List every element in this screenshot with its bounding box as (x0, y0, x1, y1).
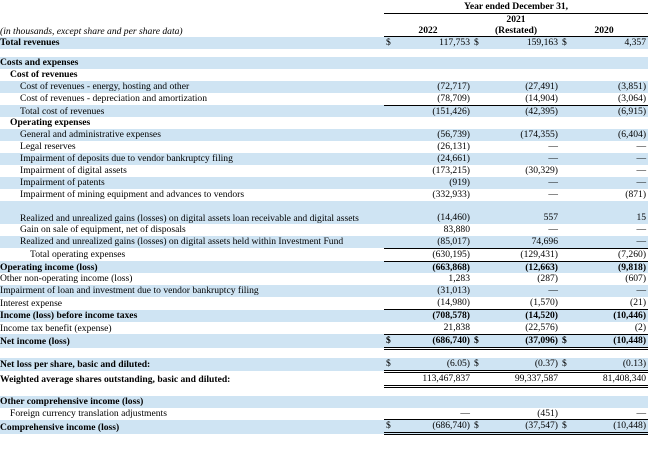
value-2020: — (570, 177, 648, 189)
value-2021: — (482, 177, 560, 189)
value-2020: — (570, 408, 648, 420)
value-2020: (9,818) (570, 261, 648, 273)
value-2021: 557 (482, 201, 560, 224)
currency-spacer (560, 81, 570, 93)
currency-spacer (472, 153, 482, 165)
value-2022 (394, 117, 472, 129)
currency-symbol: $ (560, 358, 570, 371)
row-label: Cost of revenues - energy, hosting and other (0, 81, 384, 93)
currency-symbol: $ (472, 420, 482, 434)
value-2021: (451) (482, 408, 560, 420)
row-label: Interest expense (0, 297, 63, 309)
value-2020: (21) (570, 297, 648, 309)
value-2021 (482, 117, 560, 129)
currency-spacer (560, 297, 570, 309)
value-2022: 117,753 (394, 37, 472, 49)
currency-spacer (560, 273, 570, 285)
row-operating-income-loss (0, 261, 648, 273)
currency-spacer (384, 165, 394, 177)
row-cost-of-revenues-energy-hosting-and-other (0, 81, 648, 93)
row-income-tax-benefit-expense (0, 322, 648, 334)
value-2022: (78,709) (394, 93, 472, 105)
value-2022: (6.05) (394, 358, 472, 371)
row-label: Cost of revenues (10, 68, 78, 80)
currency-spacer (560, 285, 570, 297)
value-2022: 1,283 (448, 273, 470, 285)
row-total-revenues (0, 37, 648, 49)
row-general-and-administrative-expenses (0, 129, 648, 141)
value-2022: 113,467,837 (394, 371, 472, 386)
currency-spacer (560, 236, 570, 248)
value-2020 (570, 117, 648, 129)
row-label: Impairment of loan and investment due to vendor bankruptcy filing (0, 285, 384, 297)
value-2021: (14,904) (482, 93, 560, 105)
header-columns-row (0, 25, 648, 37)
currency-spacer (384, 129, 394, 141)
value-2020: (6,404) (570, 129, 648, 141)
value-2021: (37,547) (482, 420, 560, 434)
currency-spacer (384, 201, 394, 224)
value-2021: 159,163 (482, 37, 560, 49)
currency-spacer (560, 248, 570, 261)
value-2021: (287) (537, 273, 558, 285)
row-label: Impairment of deposits due to vendor bankruptcy filing (0, 153, 384, 165)
value-2020 (570, 69, 648, 81)
value-2020: 81,408,340 (570, 371, 648, 386)
header-period-row (0, 0, 648, 14)
value-2022: (31,013) (394, 285, 472, 297)
value-2020: (3,851) (570, 81, 648, 93)
currency-spacer (384, 224, 394, 236)
value-2020: 4,357 (570, 37, 648, 49)
currency-symbol: $ (560, 37, 570, 49)
currency-spacer (384, 248, 394, 261)
value-2022: 21,838 (394, 322, 472, 334)
currency-spacer (560, 105, 570, 117)
value-2020: — (636, 165, 647, 177)
value-2022: (919) (394, 177, 472, 189)
currency-spacer (472, 81, 482, 93)
spacer-row-2 (0, 348, 648, 358)
value-2021: (22,576) (482, 322, 560, 334)
currency-spacer (384, 117, 394, 129)
currency-spacer (472, 105, 482, 117)
value-2021 (482, 57, 560, 69)
currency-spacer (560, 141, 570, 153)
currency-spacer (472, 141, 482, 153)
value-2021: (30,329) (525, 165, 558, 177)
currency-symbol: $ (384, 420, 394, 434)
currency-spacer (384, 322, 394, 334)
currency-spacer (560, 177, 570, 189)
currency-spacer (472, 117, 482, 129)
value-2021: (37,096) (482, 334, 560, 348)
currency-spacer (560, 153, 570, 165)
row-interest-expense (0, 297, 648, 309)
currency-spacer (560, 129, 570, 141)
row-label: Operating expenses (10, 117, 91, 129)
currency-spacer (472, 57, 482, 69)
currency-symbol: $ (560, 420, 570, 434)
value-2021: — (548, 188, 558, 200)
currency-spacer (560, 165, 570, 177)
row-other-non-operating-income-loss (0, 273, 648, 285)
value-2020: — (570, 285, 648, 297)
currency-spacer (472, 261, 482, 273)
currency-spacer (384, 69, 394, 81)
currency-spacer (472, 93, 482, 105)
row-cost-of-revenues (0, 69, 648, 81)
currency-spacer (384, 57, 394, 69)
value-2022: (24,661) (394, 153, 472, 165)
currency-spacer (384, 141, 394, 153)
value-2021: (1,570) (482, 297, 560, 309)
currency-symbol: $ (472, 334, 482, 348)
currency-spacer (472, 310, 482, 322)
currency-spacer (560, 396, 570, 408)
value-2022: (332,933) (432, 188, 470, 200)
currency-spacer (560, 69, 570, 81)
currency-spacer (384, 261, 394, 273)
row-label: Operating income (loss) (0, 261, 384, 273)
row-label: Impairment of patents (0, 177, 384, 189)
value-2021: — (482, 285, 560, 297)
row-label: Foreign currency translation adjustments (10, 408, 167, 420)
value-2020: (7,260) (570, 248, 648, 261)
value-2020 (570, 396, 648, 408)
col-2022-heading: 2022 (384, 25, 472, 37)
row-net-income-loss (0, 334, 648, 348)
currency-symbol: $ (560, 334, 570, 348)
value-2022: (26,131) (437, 141, 470, 153)
value-2021: — (548, 141, 558, 153)
row-net-loss-per-share-basic-and-diluted (0, 358, 648, 371)
currency-spacer (560, 322, 570, 334)
currency-spacer (384, 273, 394, 285)
value-2020: (10,448) (570, 420, 648, 434)
row-label: Net income (loss) (0, 334, 384, 348)
currency-spacer (560, 189, 570, 201)
row-label: Other non-operating income (loss) (0, 273, 133, 285)
value-2020: (0.13) (570, 358, 648, 371)
value-2020: (871) (625, 188, 647, 200)
spacer-row-1 (0, 49, 648, 57)
row-impairment-of-deposits-due-to-vendor-bankruptcy- (0, 153, 648, 165)
row-total-cost-of-revenues (0, 105, 648, 117)
spacer-row-3 (0, 386, 648, 396)
currency-spacer (384, 408, 394, 420)
value-2020: — (570, 153, 648, 165)
currency-spacer (384, 177, 394, 189)
value-2020: (3,064) (570, 93, 648, 105)
currency-spacer (472, 165, 482, 177)
currency-spacer (472, 248, 482, 261)
value-2020: (10,448) (570, 334, 648, 348)
value-2022 (394, 396, 472, 408)
value-2020: — (570, 236, 648, 248)
value-2021: (42,395) (482, 105, 560, 117)
currency-spacer (384, 396, 394, 408)
value-2022: (85,017) (394, 236, 472, 248)
currency-spacer (560, 408, 570, 420)
currency-symbol: $ (472, 358, 482, 371)
value-2022: (14,460) (394, 201, 472, 224)
header-year-row (0, 14, 648, 26)
currency-spacer (472, 224, 482, 236)
row-label: Total operating expenses (30, 249, 126, 261)
currency-spacer (384, 297, 394, 309)
value-2022: (151,426) (394, 105, 472, 117)
value-2020: (6,915) (570, 105, 648, 117)
currency-spacer (560, 57, 570, 69)
row-costs-and-expenses (0, 57, 648, 69)
value-2020: 15 (570, 201, 648, 224)
value-2021: (0.37) (482, 358, 560, 371)
row-label: Realized and unrealized gains (losses) on digital assets loan receivable and digital assets (0, 201, 384, 224)
row-label: Comprehensive income (loss) (0, 420, 384, 434)
currency-spacer (384, 310, 394, 322)
row-label: General and administrative expenses (0, 129, 384, 141)
row-label: Other comprehensive income (loss) (0, 396, 384, 408)
currency-spacer (384, 105, 394, 117)
value-2021 (482, 396, 560, 408)
currency-spacer (384, 236, 394, 248)
row-realized-and-unrealized-gains-losses-on-digital- (0, 236, 648, 248)
value-2021: — (482, 153, 560, 165)
row-label: Cost of revenues - depreciation and amortization (20, 93, 208, 105)
row-label: Impairment of digital assets (20, 165, 127, 177)
currency-spacer (472, 177, 482, 189)
value-2022: (686,740) (394, 334, 472, 348)
row-label: Income (loss) before income taxes (0, 310, 384, 322)
currency-symbol: $ (384, 334, 394, 348)
value-2022: (630,195) (394, 248, 472, 261)
row-operating-expenses (0, 117, 648, 129)
currency-spacer (560, 201, 570, 224)
currency-spacer (472, 297, 482, 309)
col-2021-restated-heading: (Restated) (472, 25, 560, 37)
row-comprehensive-income-loss (0, 420, 648, 434)
currency-spacer (472, 189, 482, 201)
currency-spacer (560, 310, 570, 322)
currency-spacer (472, 322, 482, 334)
period-heading: Year ended December 31, (384, 0, 648, 14)
value-2020: (2) (570, 322, 648, 334)
row-other-comprehensive-income-loss (0, 396, 648, 408)
value-2020 (570, 57, 648, 69)
value-2022: (708,578) (394, 310, 472, 322)
value-2022: (72,717) (394, 81, 472, 93)
row-label: Gain on sale of equipment, net of disposals (20, 223, 186, 235)
currency-symbol: $ (384, 358, 394, 371)
row-income-loss-before-income-taxes (0, 310, 648, 322)
value-2021: (12,663) (482, 261, 560, 273)
value-2022: (686,740) (394, 420, 472, 434)
value-2020: — (636, 141, 647, 153)
currency-spacer (472, 285, 482, 297)
currency-spacer (472, 273, 482, 285)
value-2022 (394, 69, 472, 81)
row-impairment-of-digital-assets (0, 165, 648, 177)
currency-spacer (384, 189, 394, 201)
currency-spacer (472, 201, 482, 224)
col-2020-heading: 2020 (560, 25, 648, 37)
row-total-operating-expenses (0, 248, 648, 261)
value-2021: 74,696 (482, 236, 560, 248)
currency-spacer (560, 117, 570, 129)
value-2020: (607) (625, 273, 647, 285)
row-label: Income tax benefit (expense) (0, 322, 112, 334)
value-2021: (27,491) (482, 81, 560, 93)
row-impairment-of-mining-equipment-and-advances-to-v (0, 189, 648, 201)
currency-spacer (384, 371, 394, 386)
currency-spacer (384, 285, 394, 297)
row-impairment-of-patents (0, 177, 648, 189)
row-gain-on-sale-of-equipment-net-of-disposals (0, 224, 648, 236)
currency-spacer (560, 371, 570, 386)
currency-spacer (472, 408, 482, 420)
row-weighted-average-shares-outstanding-basic-and-di (0, 371, 648, 386)
currency-symbol: $ (472, 37, 482, 49)
value-2021: (14,520) (482, 310, 560, 322)
row-label: Realized and unrealized gains (losses) on digital assets held within Investment Fund (0, 236, 384, 248)
row-label: Costs and expenses (0, 57, 384, 69)
row-impairment-of-loan-and-investment-due-to-vendor- (0, 285, 648, 297)
currency-spacer (384, 81, 394, 93)
currency-spacer (472, 371, 482, 386)
units-caption: (in thousands, except share and per share data) (0, 25, 183, 37)
year-2021-heading: 2021 (506, 14, 526, 25)
value-2021: 99,337,587 (482, 371, 560, 386)
value-2021: (174,355) (482, 129, 560, 141)
currency-spacer (472, 396, 482, 408)
value-2022: 83,880 (443, 223, 470, 235)
currency-symbol: $ (384, 37, 394, 49)
currency-spacer (384, 153, 394, 165)
currency-spacer (560, 261, 570, 273)
row-cost-of-revenues-depreciation-and-amortization (0, 93, 648, 105)
value-2022 (394, 57, 472, 69)
value-2022: (663,868) (394, 261, 472, 273)
currency-spacer (384, 93, 394, 105)
row-label: Net loss per share, basic and diluted: (0, 358, 384, 371)
row-label: Impairment of mining equipment and advances to vendors (20, 188, 245, 200)
row-label: Weighted average shares outstanding, basic and diluted: (0, 374, 231, 386)
row-legal-reserves (0, 141, 648, 153)
value-2022: — (394, 408, 472, 420)
value-2021: (129,431) (482, 248, 560, 261)
currency-spacer (472, 129, 482, 141)
value-2021 (482, 69, 560, 81)
row-label: Legal reserves (20, 141, 76, 153)
value-2020: (10,446) (570, 310, 648, 322)
value-2022: (14,980) (394, 297, 472, 309)
value-2022: (173,215) (432, 165, 470, 177)
value-2022: (56,739) (394, 129, 472, 141)
currency-spacer (560, 224, 570, 236)
value-2021: — (548, 223, 558, 235)
value-2020: — (636, 223, 647, 235)
currency-spacer (472, 69, 482, 81)
currency-spacer (560, 93, 570, 105)
currency-spacer (472, 236, 482, 248)
row-label: Total cost of revenues (0, 105, 384, 117)
row-label: Total revenues (0, 37, 384, 49)
row-realized-and-unrealized-gains-losses-on-digital- (0, 201, 648, 224)
row-foreign-currency-translation-adjustments (0, 408, 648, 420)
